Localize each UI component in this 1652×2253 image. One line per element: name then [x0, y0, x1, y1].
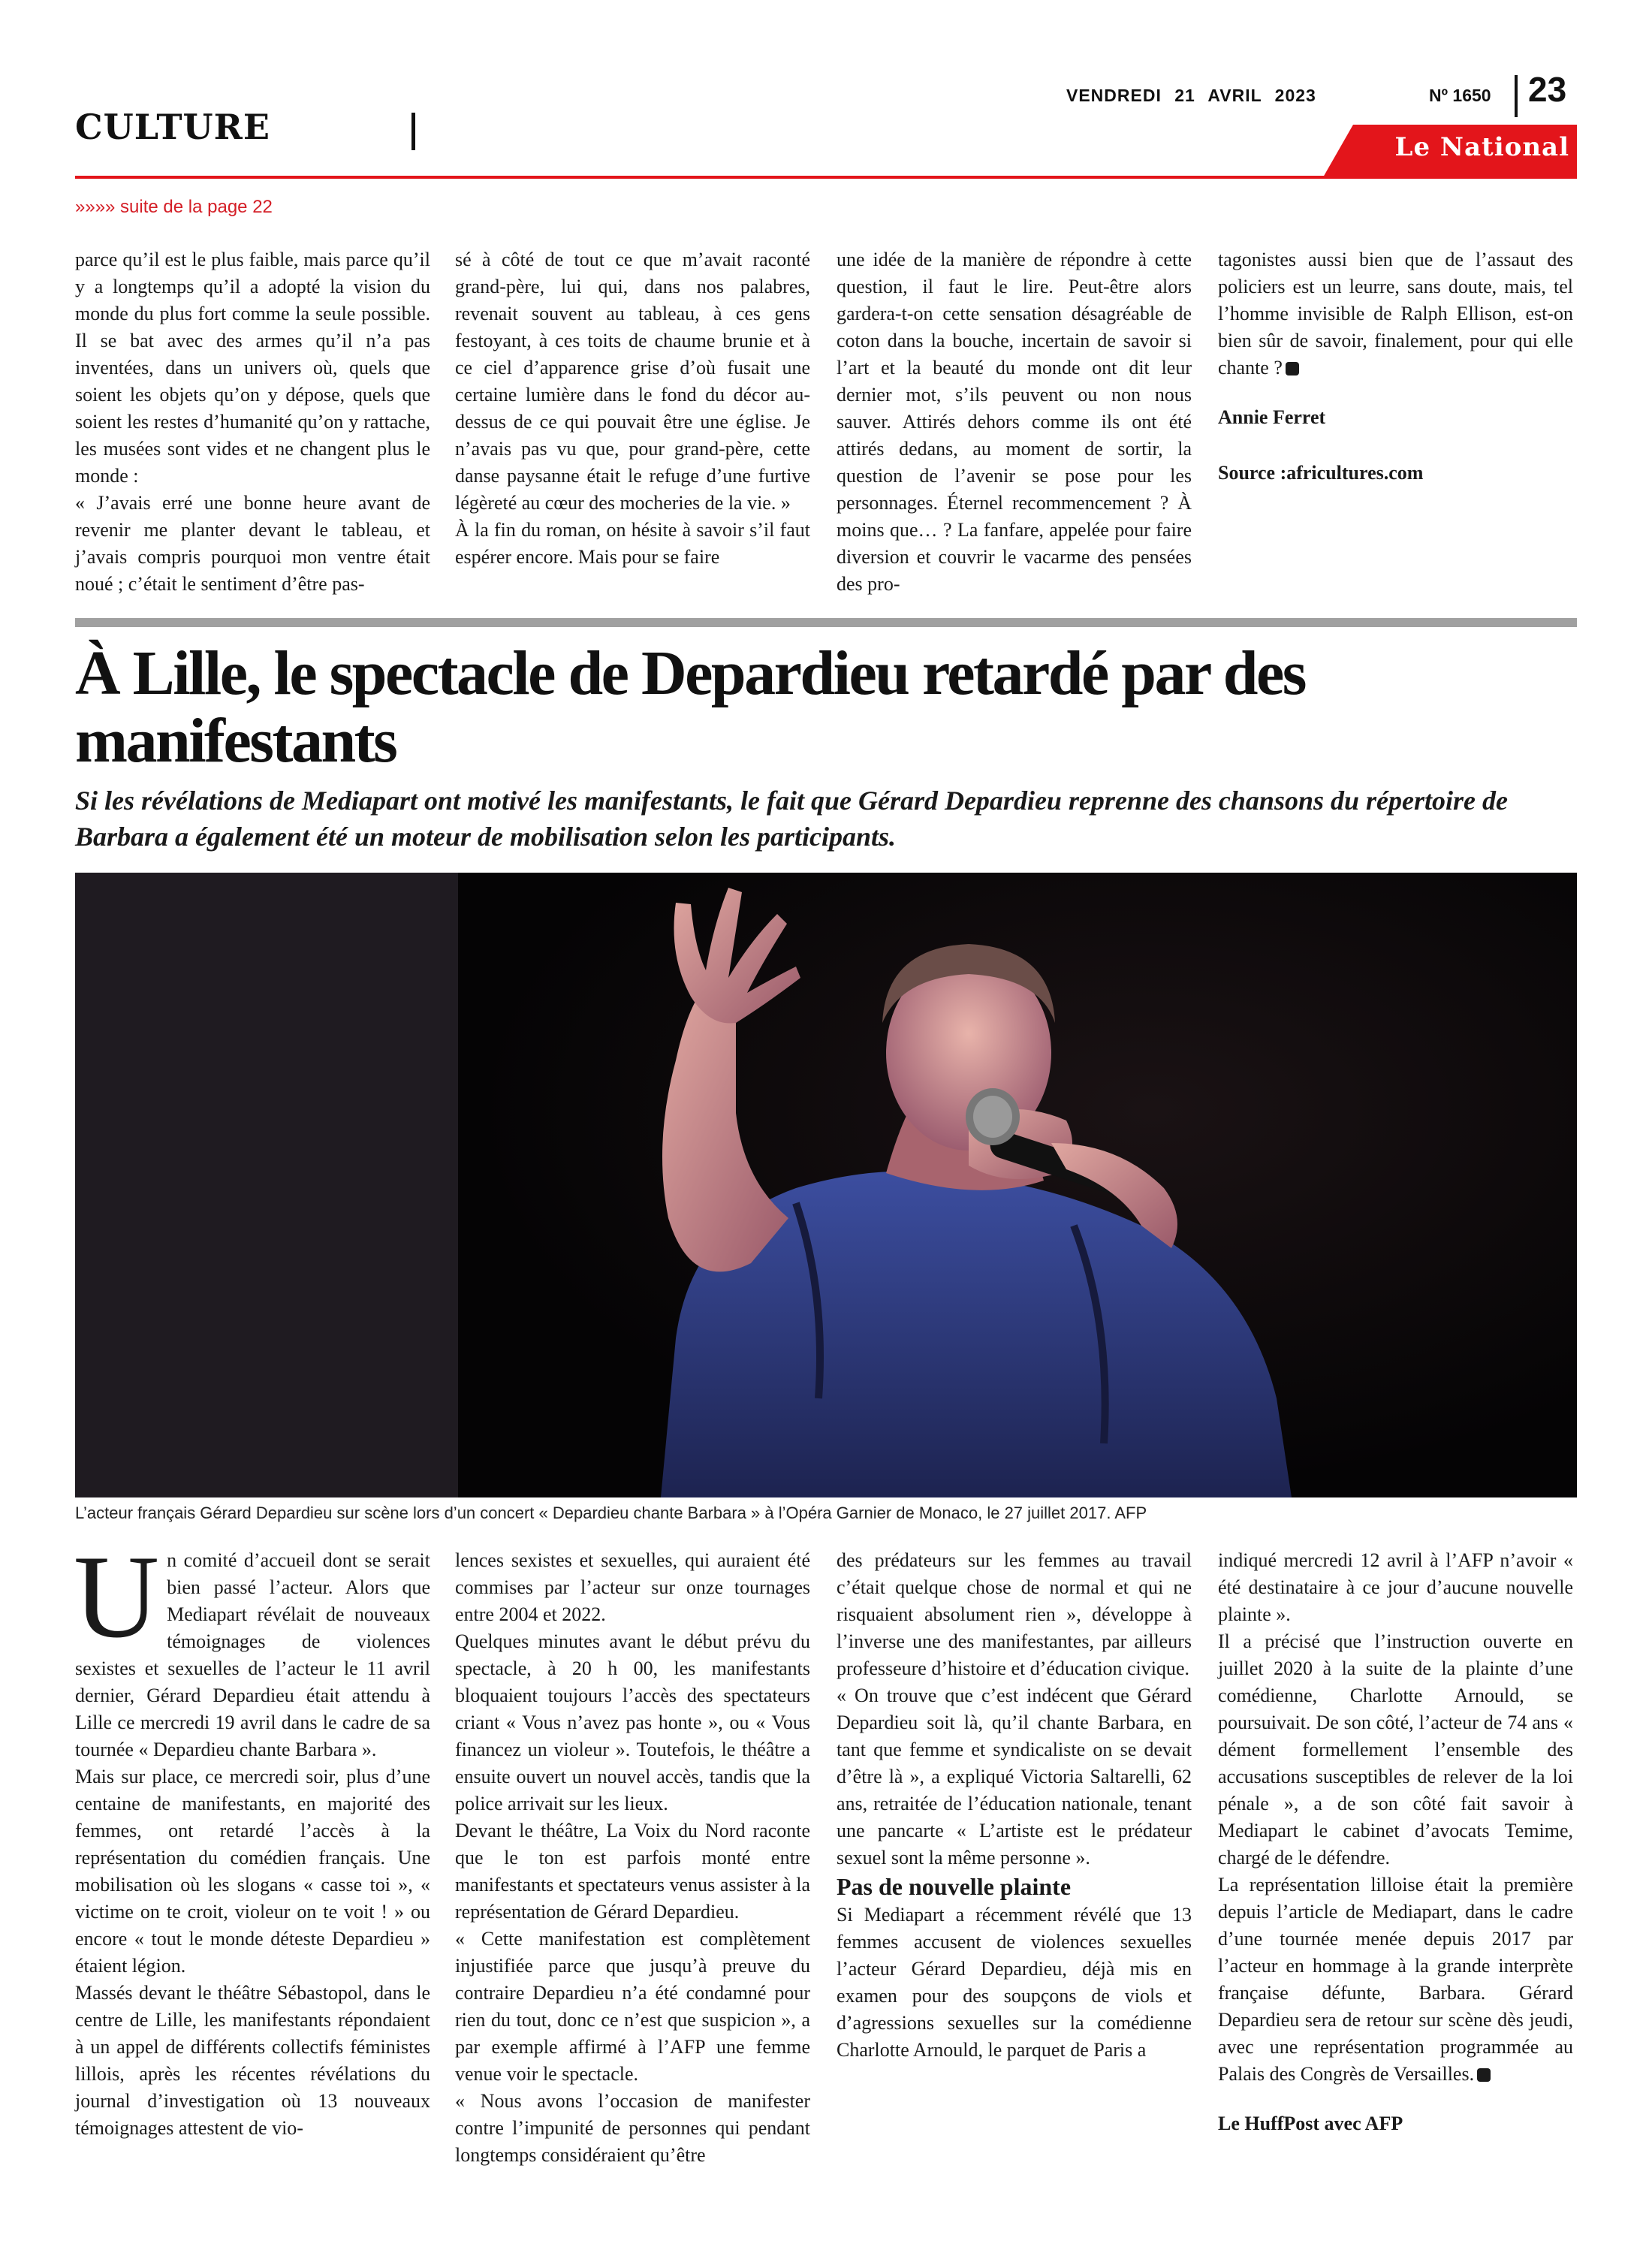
end-of-article-icon: [1477, 2068, 1491, 2082]
paragraph: indiqué mercredi 12 avril à l’AFP n’avoir « été destinataire à ce jour d’aucune nouvelle plainte ».: [1218, 1549, 1573, 1625]
paragraph: [1218, 246, 1573, 382]
article-divider: [75, 618, 1577, 627]
page-number-separator: [1515, 75, 1518, 117]
brand-name: Le National: [1394, 132, 1569, 162]
paragraph: sé à côté de tout ce que m’avait raconté grand-père, lui qui, dans nos palabres, revenait souvent au tableau, à ces gens festoyant, à ces toits de chaume brunie et à ce ciel d’apparence grise d’où fusait une certaine lumière dans le fond du décor au-dessus de ce qui pouvait être une église. Je n’avais pas vu que, pour grand-père, cette danse paysanne était le refuge d’une furtive légèreté au cœur des mocheries de la vie. »: [455, 249, 810, 514]
date-day: VENDREDI: [1066, 86, 1162, 105]
paragraph: Il a précisé que l’instruction ouverte en juillet 2020 à la suite de la plainte d’une comédienne, Charlotte Arnould, se poursuivait. De son côté, l’acteur de 74 ans « dément formellement l’ensemble des accusations susceptibles de relever de la loi pénale », a de son côté fait savoir à Mediapart le cabinet d’avocats Temime, chargé de le défendre.: [1218, 1630, 1573, 1868]
paragraph: lences sexistes et sexuelles, qui auraient été commises par l’acteur sur onze tournages entre 2004 et 2022.: [455, 1549, 810, 1625]
paragraph: « On trouve que c’est indécent que Gérard Depardieu soit là, qu’il chante Barbara, en tant que femme et syndicaliste on se devait d’être là », a expliqué Victoria Saltarelli, 62 ans, retraitée de l’éducation nationale, tenant une pancarte « L’artiste est le prédateur sexuel sont la même personne ».: [837, 1684, 1192, 1868]
paragraph: « Nous avons l’occasion de manifester contre l’impunité de personnes qui pendant longtemps considéraient qu’être: [455, 2090, 810, 2166]
paragraph: À la fin du roman, on hésite à savoir s’il faut espérer encore. Mais pour se faire: [455, 519, 810, 568]
source-credit: Source :africultures.com: [1218, 462, 1424, 484]
article-column-3: [837, 1547, 1192, 2064]
continued-from-link[interactable]: »»»» suite de la page 22: [75, 197, 273, 217]
paragraph: des prédateurs sur les femmes au travail c’était quelque chose de normal et qui ne risquaient absolument rien », développe à l’inverse une des manifestantes, par ailleurs professeure d’histoire et d’éducation civique.: [837, 1549, 1192, 1679]
article-subhead: Pas de nouvelle plainte: [837, 1873, 1072, 1900]
paragraph: Quelques minutes avant le début prévu du spectacle, à 20 h 00, les manifestants bloquaient toujours l’accès des spectateurs criant « Vous n’avez pas honte », ou « Vous financez un violeur ». Toutefois, le théâtre a ensuite ouvert un nouvel accès, tandis que la police arrivait sur les lieux.: [455, 1630, 810, 1814]
article-column-1: [74, 1531, 430, 2142]
article-standfirst: Si les révélations de Mediapart ont motivé les manifestants, le fait que Gérard Depardieu reprenne des chansons du répertoire de Barbara a également été un moteur de mobilisation selon les participants.: [75, 786, 1508, 852]
article-column-4: [1218, 1547, 1573, 2137]
paragraph-text: tagonistes aussi bien que de l’assaut des policiers est un leurre, sans doute, mais, tel l’homme invisible de Ralph Ellison, est-on bien sûr de savoir, finalement, pour qui elle chante ?: [1218, 249, 1573, 379]
paragraph: Massés devant le théâtre Sébastopol, dans le centre de Lille, les manifestants répondaient à un appel de différents collectifs féministes lillois, après les récentes révélations du journal d’investigation où 13 nouveaux témoignages attestent de vio-: [75, 1982, 430, 2139]
paragraph: Mais sur place, ce mercredi soir, plus d’une centaine de manifestants, en majorité des femmes, ont retardé l’accès à la représentation du comédien français. Une mobilisation où les slogans « casse toi », « victime on te croit, violeur on te voit ! » ou encore « tout le monde déteste Depardieu » étaient légion.: [75, 1766, 430, 1977]
date-year: 2023: [1274, 86, 1316, 105]
end-of-article-icon: [1286, 362, 1299, 376]
paragraph: une idée de la manière de répondre à cette question, il faut le lire. Peut-être alors gardera-t-on cette sensation désagréable de coton dans la bouche, incertain de savoir si l’art et la beauté du monde ont dit leur dernier mot, s’ils peuvent ou non nous sauver. Attirés dehors comme ils ont été attirés dedans, au moment de sortir, la question de l’avenir se pose pour les personnages. Éternel recommencement ? À moins que… ? La fanfare, appelée pour faire diversion et couvrir le vacarme des pensées des pro-: [837, 249, 1192, 595]
date-number: 21: [1174, 86, 1195, 105]
continuation-column-1: [75, 246, 430, 598]
performer-with-microphone-photo: [75, 873, 1577, 1497]
paragraph: [74, 1531, 430, 1763]
paragraph: « Cette manifestation est complètement injustifiée parce que jusqu’à preuve du contraire Depardieu n’a été condamné pour rien du tout, donc ce n’est que suspicion », a par exemple affirmé à l’AFP une femme venue voir le spectacle.: [455, 1928, 810, 2085]
section-divider: [411, 113, 415, 150]
paragraph: Devant le théâtre, La Voix du Nord raconte que le ton est parfois monté entre manifestants et spectateurs venus assister à la représentation de Gérard Depardieu.: [455, 1820, 810, 1923]
continuation-column-3: [837, 246, 1192, 598]
issue-number: Nº 1650: [1429, 86, 1491, 105]
continuation-column-4: [1218, 246, 1573, 487]
header-rule: [75, 176, 1577, 179]
paragraph: Si Mediapart a récemment révélé que 13 femmes accusent de violences sexuelles l’acteur Gérard Depardieu, déjà mis en examen pour des soupçons de viols et d’agressions sexuelles sur la comédienne Charlotte Arnould, le parquet de Paris a: [837, 1904, 1192, 2061]
continuation-column-2: [455, 246, 810, 571]
author-byline: Annie Ferret: [1218, 406, 1326, 428]
paragraph-text: La représentation lilloise était la première depuis l’article de Mediapart, dans le cadre d’une tournée menée depuis 2017 par l’acteur en hommage à la grande interprète française défunte, Barbara. Gérard Depardieu sera de retour sur scène dès jeudi, avec une représentation programmée au Palais des Congrès de Versailles.: [1218, 1874, 1573, 2085]
paragraph: [1218, 1871, 1573, 2088]
page-number: 23: [1528, 70, 1567, 109]
photo-caption: L’acteur français Gérard Depardieu sur scène lors d’un concert « Depardieu chante Barbara » à l’Opéra Garnier de Monaco, le 27 juillet 2017. AFP: [75, 1504, 1147, 1522]
date-month: AVRIL: [1207, 86, 1262, 105]
paragraph: parce qu’il est le plus faible, mais parce qu’il y a longtemps qu’il a adopté la vision du monde du plus fort comme la seule possible. Il se bat avec des armes qu’il n’a pas inventées, dans un univers où, quels que soient les objets qu’on y dépose, quels que soient les restes d’humanité qu’on y rattache, les musées sont vides et ne changent plus le monde :: [75, 249, 430, 487]
quote-paragraph: « J’avais erré une bonne heure avant de revenir me planter devant le tableau, et j’avais compris pourquoi mon ventre était noué ; c’était le sentiment d’être pas-: [75, 492, 430, 595]
drop-cap: U: [74, 1531, 160, 1663]
paragraph-text: n comité d’accueil dont se serait bien passé l’acteur. Alors que Mediapart révélait de nouveaux témoignages de violences sexistes et sexuelles de l’acteur le 11 avril dernier, Gérard Depardieu était attendu à Lille ce mercredi 19 avril dans le cadre de sa tournée « Depardieu chante Barbara ».: [75, 1549, 430, 1760]
author-byline: Le HuffPost avec AFP: [1218, 2113, 1403, 2134]
article-column-2: [455, 1547, 810, 2169]
issue-date: [1066, 86, 1316, 106]
article-headline: À Lille, le spectacle de Depardieu retardé par des manifestants: [75, 638, 1305, 776]
section-label: CULTURE: [75, 107, 270, 147]
